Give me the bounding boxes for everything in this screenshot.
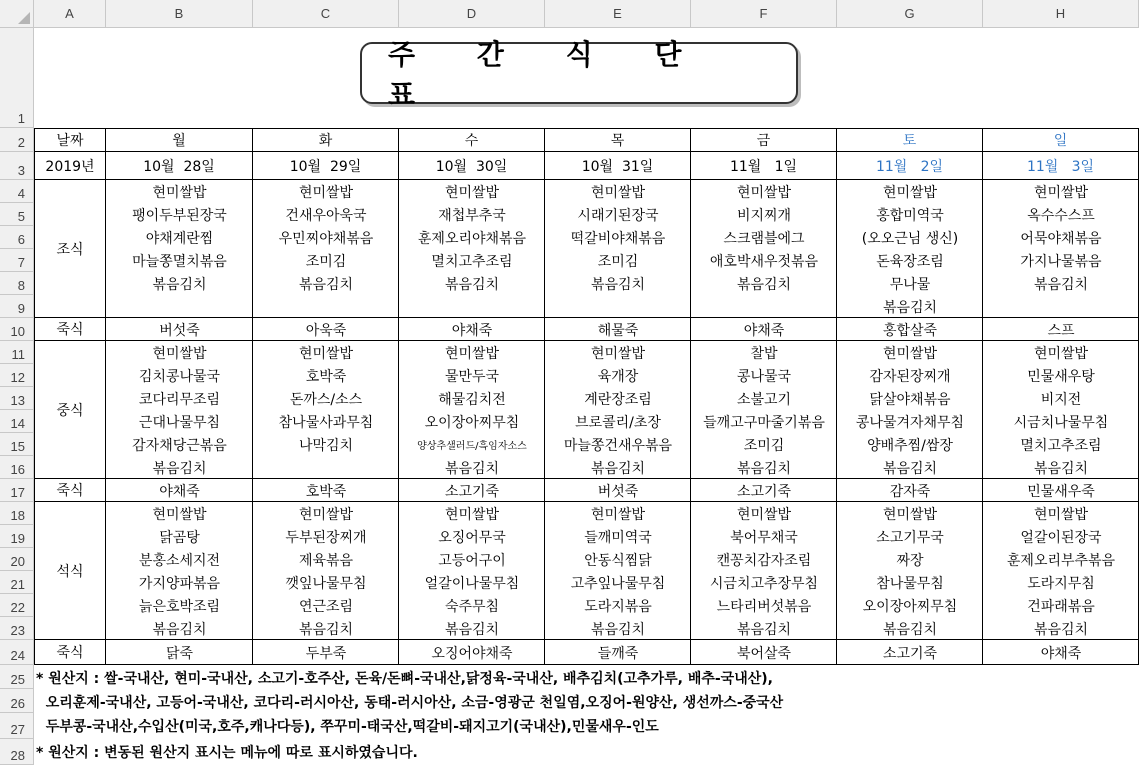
row-header-13[interactable]: 13: [0, 387, 34, 410]
menu-item: 훈제오리야채볶음: [417, 230, 527, 247]
porridge-item: 소고기죽: [444, 483, 500, 500]
menu-item: 들깨고구마줄기볶음: [703, 414, 825, 431]
menu-item: 현미쌀밥: [1033, 506, 1089, 523]
porridge-item: 야채죽: [743, 322, 785, 339]
menu-item: 캔꽁치감자조림: [716, 552, 812, 569]
menu-item: 시금치고추장무침: [709, 575, 819, 592]
menu-item: 콩나물겨자채무침: [855, 414, 965, 431]
row-header-25[interactable]: 25: [0, 665, 34, 689]
menu-item: 코다리무조림: [138, 391, 221, 408]
column-header-a[interactable]: A: [34, 0, 106, 28]
row-header-18[interactable]: 18: [0, 502, 34, 525]
column-header-f[interactable]: F: [691, 0, 837, 28]
porridge-item: 홍합살죽: [882, 322, 938, 339]
day-header-6: 일: [983, 128, 1139, 152]
row-header-27[interactable]: 27: [0, 713, 34, 739]
section-label-porridge1: 죽식: [34, 318, 106, 341]
date-cell-4: 11월 1일: [691, 152, 837, 180]
porridge-item: 북어살죽: [736, 645, 792, 662]
date-label-cell: 날짜: [34, 128, 106, 152]
menu-item: 볶음김치: [882, 621, 938, 638]
menu-item: 오이장아찌무침: [862, 598, 958, 615]
menu-item: 현미쌀밥: [444, 184, 500, 201]
column-header-d[interactable]: D: [399, 0, 545, 28]
menu-item: 우민찌야채볶음: [278, 230, 374, 247]
menu-item: 양배추찜/쌈장: [867, 437, 953, 454]
row-header-2[interactable]: 2: [0, 128, 34, 152]
corner-triangle-icon: [18, 12, 30, 24]
menu-item: 볶음김치: [1033, 621, 1089, 638]
row-header-16[interactable]: 16: [0, 456, 34, 479]
menu-item: 콩나물국: [736, 368, 792, 385]
menu-item: 현미쌀밥: [444, 506, 500, 523]
date-cell-0: 10월 28일: [106, 152, 253, 180]
menu-item: 현미쌀밥: [1033, 184, 1089, 201]
porridge-item: 소고기죽: [736, 483, 792, 500]
menu-item: 도라지무침: [1027, 575, 1095, 592]
menu-item: 어묵야채볶음: [1020, 230, 1102, 247]
day-header-3: 목: [545, 128, 691, 152]
menu-item: 조미김: [305, 253, 347, 270]
page-title: 주 간 식 단 표: [360, 42, 798, 104]
row-header-4[interactable]: 4: [0, 180, 34, 203]
origin-note-1: 오리훈제-국내산, 고등어-국내산, 코다리-러시아산, 동태-러시아산, 소금-영광군 천일염,오징어-원양산, 생선까스-중국산: [36, 694, 784, 711]
day-header-1: 화: [253, 128, 399, 152]
menu-item: 민물새우탕: [1027, 368, 1095, 385]
menu-item: 육개장: [597, 368, 639, 385]
menu-item: 나막김치: [298, 437, 354, 454]
porridge-item: 야채죽: [159, 483, 200, 500]
menu-item: 닭곰탕: [159, 529, 200, 546]
row-header-21[interactable]: 21: [0, 571, 34, 594]
porridge-item: 아욱죽: [305, 322, 347, 339]
menu-item: 볶음김치: [444, 460, 500, 477]
menu-item: 참나물무침: [876, 575, 944, 592]
menu-item: 볶음김치: [298, 276, 354, 293]
column-header-h[interactable]: H: [983, 0, 1139, 28]
menu-item: 볶음김치: [736, 276, 792, 293]
row-header-14[interactable]: 14: [0, 410, 34, 433]
row-header-11[interactable]: 11: [0, 341, 34, 364]
menu-item: 볶음김치: [152, 276, 207, 293]
row-header-24[interactable]: 24: [0, 640, 34, 665]
menu-item: [253, 295, 399, 318]
menu-item: 시래기된장국: [577, 207, 659, 224]
row-header-12[interactable]: 12: [0, 364, 34, 387]
menu-item: 해물김치전: [438, 391, 506, 408]
menu-item: 현미쌀밥: [444, 345, 500, 362]
row-header-28[interactable]: 28: [0, 739, 34, 765]
menu-item: 돈까스/소스: [289, 391, 363, 408]
row-header-7[interactable]: 7: [0, 249, 34, 272]
menu-item: 멸치고추조림: [1020, 437, 1102, 454]
row-header-19[interactable]: 19: [0, 525, 34, 548]
section-label-dinner: 석식: [34, 502, 106, 640]
menu-item: 들깨미역국: [584, 529, 652, 546]
menu-item: 스크램블에그: [723, 230, 805, 247]
menu-item: 조미김: [597, 253, 639, 270]
menu-item: 소고기무국: [876, 529, 944, 546]
menu-item: 재첩부추국: [438, 207, 506, 224]
menu-item: 계란장조림: [584, 391, 652, 408]
menu-item: 현미쌀밥: [882, 345, 938, 362]
menu-item: 호박죽: [305, 368, 347, 385]
porridge-item: 야채죽: [1040, 645, 1082, 662]
row-header-23[interactable]: 23: [0, 617, 34, 640]
menu-item: 연근조림: [298, 598, 354, 615]
menu-item: 현미쌀밥: [736, 184, 792, 201]
menu-item: 훈제오리부추볶음: [1006, 552, 1116, 569]
menu-item: 볶음김치: [152, 621, 207, 638]
menu-item: 북어무채국: [730, 529, 798, 546]
menu-item: 비지찌개: [736, 207, 792, 224]
row-header-20[interactable]: 20: [0, 548, 34, 571]
menu-item: 고추잎나물무침: [570, 575, 666, 592]
menu-item: 김치콩나물국: [138, 368, 221, 385]
day-header-4: 금: [691, 128, 837, 152]
menu-item: 현미쌀밥: [590, 506, 646, 523]
porridge-item: 호박죽: [305, 483, 347, 500]
menu-item: 볶음김치: [1033, 460, 1089, 477]
porridge-item: 오징어야채죽: [431, 645, 513, 662]
year-cell: 2019년: [34, 152, 106, 180]
menu-item: 현미쌀밥: [298, 345, 354, 362]
menu-item: 비지전: [1040, 391, 1082, 408]
menu-item: 떡갈비야채볶음: [570, 230, 666, 247]
porridge-item: 스프: [1047, 322, 1075, 339]
menu-item: 두부된장찌개: [285, 529, 367, 546]
menu-item: 현미쌀밥: [882, 184, 938, 201]
menu-item: 볶음김치: [1033, 276, 1089, 293]
menu-item: 늙은호박조림: [138, 598, 221, 615]
row-header-22[interactable]: 22: [0, 594, 34, 617]
menu-item: 숙주무침: [444, 598, 500, 615]
menu-item: 감자된장찌개: [869, 368, 951, 385]
porridge-item: 소고기죽: [882, 645, 938, 662]
date-cell-2: 10월 30일: [399, 152, 545, 180]
menu-item: 얼갈이된장국: [1020, 529, 1102, 546]
column-header-g[interactable]: G: [837, 0, 983, 28]
date-cell-1: 10월 29일: [253, 152, 399, 180]
row-header-1[interactable]: 1: [0, 28, 34, 128]
menu-item: 오이장아찌무침: [424, 414, 520, 431]
menu-item: [691, 295, 837, 318]
menu-item: 현미쌀밥: [590, 345, 646, 362]
menu-item: 현미쌀밥: [298, 506, 354, 523]
menu-item: 조미김: [743, 437, 785, 454]
column-header-e[interactable]: E: [545, 0, 691, 28]
menu-item: 멸치고추조림: [431, 253, 513, 270]
menu-item: 시금치나물무침: [1013, 414, 1109, 431]
menu-item: 현미쌀밥: [298, 184, 354, 201]
row-header-8[interactable]: 8: [0, 272, 34, 295]
porridge-item: 해물죽: [597, 322, 639, 339]
menu-item: 고등어구이: [438, 552, 506, 569]
menu-item: 현미쌀밥: [1033, 345, 1089, 362]
origin-note-2: 두부콩-국내산,수입산(미국,호주,캐나다등), 쭈꾸미-태국산,떡갈비-돼지고기(국내산),민물새우-인도: [36, 718, 659, 735]
menu-item: 볶음김치: [882, 299, 938, 316]
menu-item: 볶음김치: [882, 460, 938, 477]
menu-item: 현미쌀밥: [736, 506, 792, 523]
menu-item: 현미쌀밥: [590, 184, 646, 201]
menu-item: 볶음김치: [736, 621, 792, 638]
row-header-26[interactable]: 26: [0, 689, 34, 713]
menu-item: (오오근님 생신): [861, 230, 959, 247]
porridge-item: 닭죽: [165, 645, 194, 662]
day-header-2: 수: [399, 128, 545, 152]
menu-item: 도라지볶음: [584, 598, 652, 615]
date-cell-3: 10월 31일: [545, 152, 691, 180]
row-header-10[interactable]: 10: [0, 318, 34, 341]
menu-item: 얼갈이나물무침: [424, 575, 520, 592]
origin-note-0: * 원산지 : 쌀-국내산, 현미-국내산, 소고기-호주산, 돈육/돈뼈-국내산,닭정육-국내산, 배추김치(고추가루, 배추-국내산),: [36, 670, 773, 687]
menu-item: 가지양파볶음: [138, 575, 221, 592]
porridge-item: 감자죽: [889, 483, 931, 500]
row-header-6[interactable]: 6: [0, 226, 34, 249]
menu-item: 무나물: [889, 276, 931, 293]
menu-item: 분홍소세지전: [138, 552, 221, 569]
menu-item: 볶음김치: [298, 621, 354, 638]
menu-item: 느타리버섯볶음: [716, 598, 812, 615]
menu-item: 홍합미역국: [876, 207, 944, 224]
menu-item: 볶음김치: [590, 621, 646, 638]
menu-item: 볶음김치: [152, 460, 207, 477]
menu-item: 볶음김치: [590, 460, 646, 477]
menu-item: 짜장: [896, 552, 924, 569]
section-label-lunch: 중식: [34, 341, 106, 479]
menu-item: 현미쌀밥: [152, 345, 207, 362]
menu-item: 닭살야채볶음: [869, 391, 951, 408]
porridge-item: 버섯죽: [159, 322, 200, 339]
date-cell-5: 11월 2일: [837, 152, 983, 180]
menu-item: 돈육장조림: [876, 253, 944, 270]
origin-note-3: * 원산지 : 변동된 원산지 표시는 메뉴에 따로 표시하였습니다.: [36, 744, 418, 761]
menu-item: 가지나물볶음: [1020, 253, 1102, 270]
menu-item: 물만두국: [444, 368, 500, 385]
menu-item: 볶음김치: [590, 276, 646, 293]
menu-item: 감자채당근볶음: [132, 437, 227, 454]
menu-item: 안동식찜닭: [584, 552, 652, 569]
menu-item: 볶음김치: [736, 460, 792, 477]
menu-item: [399, 295, 545, 318]
menu-item: 제육볶음: [298, 552, 354, 569]
row-header-3[interactable]: 3: [0, 152, 34, 180]
menu-item: 양상추샐러드/흑임자소스: [417, 441, 527, 452]
porridge-item: 버섯죽: [597, 483, 639, 500]
day-header-0: 월: [106, 128, 253, 152]
menu-item: 찰밥: [750, 345, 778, 362]
menu-item: 건새우아욱국: [285, 207, 367, 224]
porridge-item: 두부죽: [305, 645, 347, 662]
menu-item: 브로콜리/초장: [575, 414, 661, 431]
porridge-item: 들깨죽: [597, 645, 639, 662]
day-header-5: 토: [837, 128, 983, 152]
porridge-item: 야채죽: [451, 322, 493, 339]
menu-item: 근대나물무침: [138, 414, 221, 431]
menu-item: 팽이두부된장국: [132, 207, 227, 224]
section-label-breakfast: 조식: [34, 180, 106, 318]
menu-item: 현미쌀밥: [882, 506, 938, 523]
menu-item: 야채계란찜: [145, 230, 214, 247]
menu-item: 참나물사과무침: [278, 414, 374, 431]
menu-item: 마늘쫑건새우볶음: [563, 437, 673, 454]
menu-item: 마늘쫑멸치볶음: [132, 253, 227, 270]
row-header-17[interactable]: 17: [0, 479, 34, 502]
menu-item: 오징어무국: [438, 529, 506, 546]
menu-item: [106, 295, 253, 318]
row-header-15[interactable]: 15: [0, 433, 34, 456]
menu-item: 현미쌀밥: [152, 506, 207, 523]
porridge-item: 민물새우죽: [1027, 483, 1095, 500]
menu-item: 옥수수스프: [1027, 207, 1095, 224]
section-label-porridge2: 죽식: [34, 479, 106, 502]
menu-item: 볶음김치: [444, 276, 500, 293]
menu-item: 소불고기: [736, 391, 792, 408]
section-label-porridge3: 죽식: [34, 640, 106, 665]
menu-item: 현미쌀밥: [152, 184, 207, 201]
column-header-b[interactable]: B: [106, 0, 253, 28]
menu-item: [253, 456, 399, 479]
menu-item: 건파래볶음: [1027, 598, 1095, 615]
menu-item: [545, 295, 691, 318]
menu-item: 깻잎나물무침: [285, 575, 367, 592]
menu-item: [983, 295, 1139, 318]
row-header-9[interactable]: 9: [0, 295, 34, 318]
column-header-c[interactable]: C: [253, 0, 399, 28]
menu-item: 볶음김치: [444, 621, 500, 638]
menu-item: 애호박새우젓볶음: [709, 253, 819, 270]
date-cell-6: 11월 3일: [983, 152, 1139, 180]
select-all-corner[interactable]: [0, 0, 34, 28]
row-header-5[interactable]: 5: [0, 203, 34, 226]
